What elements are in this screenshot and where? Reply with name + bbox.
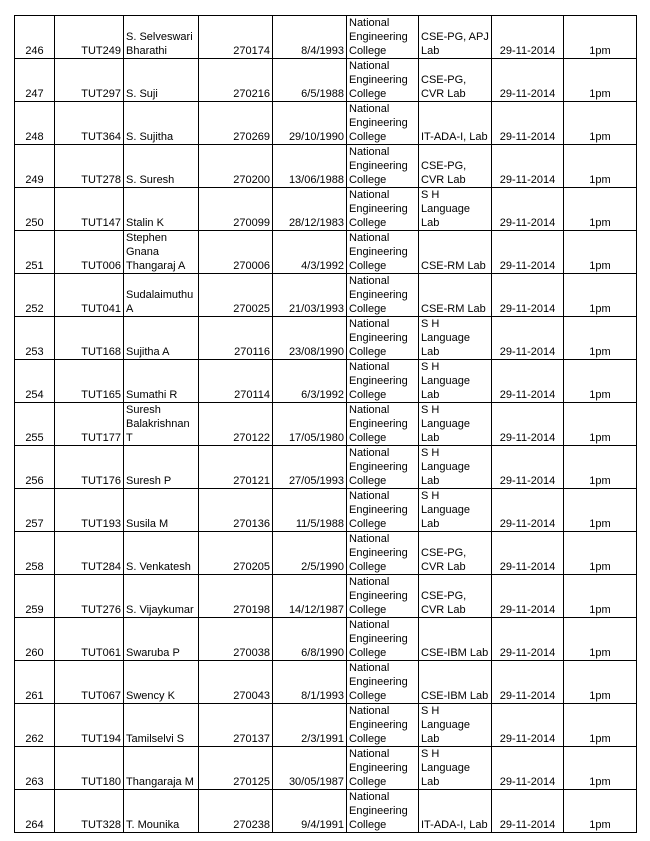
exam-time-cell: 1pm — [564, 790, 637, 833]
exam-date-cell: 29-11-2014 — [492, 59, 564, 102]
exam-time-cell: 1pm — [564, 145, 637, 188]
tut-code-cell: TUT061 — [55, 618, 124, 661]
registration-number-cell: 270125 — [199, 747, 273, 790]
exam-date-cell: 29-11-2014 — [492, 575, 564, 618]
lab-cell: CSE-RM Lab — [419, 274, 492, 317]
date-of-birth-cell: 9/4/1991 — [273, 790, 347, 833]
date-of-birth-cell: 8/4/1993 — [273, 16, 347, 59]
candidate-name-cell: Suresh Balakrishnan T — [124, 403, 199, 446]
registration-number-cell: 270200 — [199, 145, 273, 188]
exam-time-cell: 1pm — [564, 575, 637, 618]
serial-number-cell: 259 — [15, 575, 55, 618]
serial-number-cell: 261 — [15, 661, 55, 704]
tut-code-cell: TUT297 — [55, 59, 124, 102]
lab-cell: CSE-PG, CVR Lab — [419, 59, 492, 102]
college-cell: National Engineering College — [347, 532, 419, 575]
serial-number-cell: 264 — [15, 790, 55, 833]
lab-cell: S H Language Lab — [419, 403, 492, 446]
table-row — [15, 317, 637, 360]
college-cell: National Engineering College — [347, 16, 419, 59]
exam-time-cell: 1pm — [564, 274, 637, 317]
date-of-birth-cell: 8/1/1993 — [273, 661, 347, 704]
registration-number-cell: 270006 — [199, 231, 273, 274]
exam-time-cell: 1pm — [564, 661, 637, 704]
tut-code-cell: TUT193 — [55, 489, 124, 532]
registration-number-cell: 270025 — [199, 274, 273, 317]
tut-code-cell: TUT176 — [55, 446, 124, 489]
college-cell: National Engineering College — [347, 145, 419, 188]
registration-number-cell: 270269 — [199, 102, 273, 145]
candidate-name-cell: S. Selveswari Bharathi — [124, 16, 199, 59]
tut-code-cell: TUT067 — [55, 661, 124, 704]
registration-number-cell: 270114 — [199, 360, 273, 403]
lab-cell: CSE-IBM Lab — [419, 618, 492, 661]
exam-date-cell: 29-11-2014 — [492, 403, 564, 446]
serial-number-cell: 258 — [15, 532, 55, 575]
table-row — [15, 489, 637, 532]
registration-number-cell: 270216 — [199, 59, 273, 102]
date-of-birth-cell: 4/3/1992 — [273, 231, 347, 274]
exam-time-cell: 1pm — [564, 747, 637, 790]
exam-time-cell: 1pm — [564, 532, 637, 575]
exam-date-cell: 29-11-2014 — [492, 188, 564, 231]
registration-number-cell: 270198 — [199, 575, 273, 618]
exam-time-cell: 1pm — [564, 102, 637, 145]
date-of-birth-cell: 29/10/1990 — [273, 102, 347, 145]
serial-number-cell: 247 — [15, 59, 55, 102]
date-of-birth-cell: 2/5/1990 — [273, 532, 347, 575]
table-body — [15, 16, 637, 833]
serial-number-cell: 255 — [15, 403, 55, 446]
table-row — [15, 532, 637, 575]
table-row — [15, 145, 637, 188]
tut-code-cell: TUT180 — [55, 747, 124, 790]
table-row — [15, 618, 637, 661]
lab-cell: S H Language Lab — [419, 360, 492, 403]
table-row — [15, 790, 637, 833]
candidate-name-cell: Swency K — [124, 661, 199, 704]
registration-number-cell: 270043 — [199, 661, 273, 704]
exam-time-cell: 1pm — [564, 618, 637, 661]
registration-number-cell: 270137 — [199, 704, 273, 747]
date-of-birth-cell: 13/06/1988 — [273, 145, 347, 188]
tut-code-cell: TUT041 — [55, 274, 124, 317]
exam-date-cell: 29-11-2014 — [492, 618, 564, 661]
college-cell: National Engineering College — [347, 59, 419, 102]
candidate-name-cell: Swaruba P — [124, 618, 199, 661]
date-of-birth-cell: 28/12/1983 — [273, 188, 347, 231]
candidate-name-cell: Stalin K — [124, 188, 199, 231]
college-cell: National Engineering College — [347, 360, 419, 403]
candidate-name-cell: Sumathi R — [124, 360, 199, 403]
lab-cell: CSE-PG, CVR Lab — [419, 532, 492, 575]
registration-table — [14, 15, 637, 833]
tut-code-cell: TUT276 — [55, 575, 124, 618]
tut-code-cell: TUT006 — [55, 231, 124, 274]
date-of-birth-cell: 14/12/1987 — [273, 575, 347, 618]
exam-date-cell: 29-11-2014 — [492, 145, 564, 188]
table-row — [15, 274, 637, 317]
date-of-birth-cell: 6/3/1992 — [273, 360, 347, 403]
college-cell: National Engineering College — [347, 188, 419, 231]
exam-time-cell: 1pm — [564, 446, 637, 489]
registration-number-cell: 270136 — [199, 489, 273, 532]
tut-code-cell: TUT249 — [55, 16, 124, 59]
college-cell: National Engineering College — [347, 575, 419, 618]
date-of-birth-cell: 27/05/1993 — [273, 446, 347, 489]
tut-code-cell: TUT364 — [55, 102, 124, 145]
exam-time-cell: 1pm — [564, 231, 637, 274]
exam-date-cell: 29-11-2014 — [492, 317, 564, 360]
serial-number-cell: 262 — [15, 704, 55, 747]
table-row — [15, 575, 637, 618]
exam-date-cell: 29-11-2014 — [492, 231, 564, 274]
tut-code-cell: TUT278 — [55, 145, 124, 188]
candidate-name-cell: Susila M — [124, 489, 199, 532]
exam-date-cell: 29-11-2014 — [492, 661, 564, 704]
exam-date-cell: 29-11-2014 — [492, 102, 564, 145]
lab-cell: S H Language Lab — [419, 489, 492, 532]
serial-number-cell: 246 — [15, 16, 55, 59]
tut-code-cell: TUT328 — [55, 790, 124, 833]
exam-time-cell: 1pm — [564, 59, 637, 102]
date-of-birth-cell: 17/05/1980 — [273, 403, 347, 446]
lab-cell: CSE-IBM Lab — [419, 661, 492, 704]
exam-date-cell: 29-11-2014 — [492, 747, 564, 790]
registration-number-cell: 270038 — [199, 618, 273, 661]
college-cell: National Engineering College — [347, 446, 419, 489]
candidate-name-cell: Sujitha A — [124, 317, 199, 360]
date-of-birth-cell: 30/05/1987 — [273, 747, 347, 790]
candidate-name-cell: S. Vijaykumar — [124, 575, 199, 618]
exam-time-cell: 1pm — [564, 360, 637, 403]
candidate-name-cell: S. Sujitha — [124, 102, 199, 145]
table-row — [15, 661, 637, 704]
table-row — [15, 446, 637, 489]
lab-cell: CSE-RM Lab — [419, 231, 492, 274]
registration-number-cell: 270116 — [199, 317, 273, 360]
date-of-birth-cell: 11/5/1988 — [273, 489, 347, 532]
college-cell: National Engineering College — [347, 618, 419, 661]
candidate-name-cell: Suresh P — [124, 446, 199, 489]
serial-number-cell: 249 — [15, 145, 55, 188]
serial-number-cell: 250 — [15, 188, 55, 231]
tut-code-cell: TUT165 — [55, 360, 124, 403]
lab-cell: S H Language Lab — [419, 317, 492, 360]
table-row — [15, 16, 637, 59]
registration-number-cell: 270205 — [199, 532, 273, 575]
candidate-name-cell: Tamilselvi S — [124, 704, 199, 747]
table-row — [15, 403, 637, 446]
registration-number-cell: 270122 — [199, 403, 273, 446]
tut-code-cell: TUT177 — [55, 403, 124, 446]
tut-code-cell: TUT194 — [55, 704, 124, 747]
lab-cell: CSE-PG, CVR Lab — [419, 145, 492, 188]
lab-cell: IT-ADA-I, Lab — [419, 790, 492, 833]
exam-time-cell: 1pm — [564, 317, 637, 360]
candidate-name-cell: T. Mounika — [124, 790, 199, 833]
table-row — [15, 231, 637, 274]
table-row — [15, 59, 637, 102]
candidate-name-cell: Sudalaimuthu A — [124, 274, 199, 317]
lab-cell: S H Language Lab — [419, 188, 492, 231]
table-row — [15, 102, 637, 145]
exam-time-cell: 1pm — [564, 704, 637, 747]
college-cell: National Engineering College — [347, 231, 419, 274]
lab-cell: S H Language Lab — [419, 704, 492, 747]
tut-code-cell: TUT168 — [55, 317, 124, 360]
college-cell: National Engineering College — [347, 661, 419, 704]
registration-number-cell: 270238 — [199, 790, 273, 833]
college-cell: National Engineering College — [347, 704, 419, 747]
exam-time-cell: 1pm — [564, 16, 637, 59]
date-of-birth-cell: 6/5/1988 — [273, 59, 347, 102]
lab-cell: CSE-PG, CVR Lab — [419, 575, 492, 618]
date-of-birth-cell: 23/08/1990 — [273, 317, 347, 360]
serial-number-cell: 252 — [15, 274, 55, 317]
exam-date-cell: 29-11-2014 — [492, 16, 564, 59]
college-cell: National Engineering College — [347, 403, 419, 446]
college-cell: National Engineering College — [347, 274, 419, 317]
registration-number-cell: 270099 — [199, 188, 273, 231]
candidate-name-cell: S. Venkatesh — [124, 532, 199, 575]
table-row — [15, 188, 637, 231]
candidate-name-cell: Thangaraja M — [124, 747, 199, 790]
lab-cell: S H Language Lab — [419, 446, 492, 489]
date-of-birth-cell: 21/03/1993 — [273, 274, 347, 317]
candidate-name-cell: Stephen Gnana Thangaraj A — [124, 231, 199, 274]
serial-number-cell: 256 — [15, 446, 55, 489]
lab-cell: IT-ADA-I, Lab — [419, 102, 492, 145]
exam-date-cell: 29-11-2014 — [492, 360, 564, 403]
candidate-name-cell: S. Suji — [124, 59, 199, 102]
exam-date-cell: 29-11-2014 — [492, 704, 564, 747]
lab-cell: S H Language Lab — [419, 747, 492, 790]
registration-number-cell: 270121 — [199, 446, 273, 489]
exam-date-cell: 29-11-2014 — [492, 790, 564, 833]
tut-code-cell: TUT147 — [55, 188, 124, 231]
exam-time-cell: 1pm — [564, 403, 637, 446]
college-cell: National Engineering College — [347, 747, 419, 790]
tut-code-cell: TUT284 — [55, 532, 124, 575]
exam-date-cell: 29-11-2014 — [492, 446, 564, 489]
exam-date-cell: 29-11-2014 — [492, 489, 564, 532]
date-of-birth-cell: 2/3/1991 — [273, 704, 347, 747]
lab-cell: CSE-PG, APJ Lab — [419, 16, 492, 59]
college-cell: National Engineering College — [347, 790, 419, 833]
table-row — [15, 360, 637, 403]
serial-number-cell: 263 — [15, 747, 55, 790]
exam-date-cell: 29-11-2014 — [492, 532, 564, 575]
candidate-name-cell: S. Suresh — [124, 145, 199, 188]
registration-number-cell: 270174 — [199, 16, 273, 59]
serial-number-cell: 254 — [15, 360, 55, 403]
serial-number-cell: 260 — [15, 618, 55, 661]
serial-number-cell: 251 — [15, 231, 55, 274]
exam-time-cell: 1pm — [564, 489, 637, 532]
exam-date-cell: 29-11-2014 — [492, 274, 564, 317]
table-row — [15, 747, 637, 790]
college-cell: National Engineering College — [347, 102, 419, 145]
college-cell: National Engineering College — [347, 317, 419, 360]
serial-number-cell: 248 — [15, 102, 55, 145]
serial-number-cell: 253 — [15, 317, 55, 360]
college-cell: National Engineering College — [347, 489, 419, 532]
exam-time-cell: 1pm — [564, 188, 637, 231]
date-of-birth-cell: 6/8/1990 — [273, 618, 347, 661]
serial-number-cell: 257 — [15, 489, 55, 532]
table-row — [15, 704, 637, 747]
